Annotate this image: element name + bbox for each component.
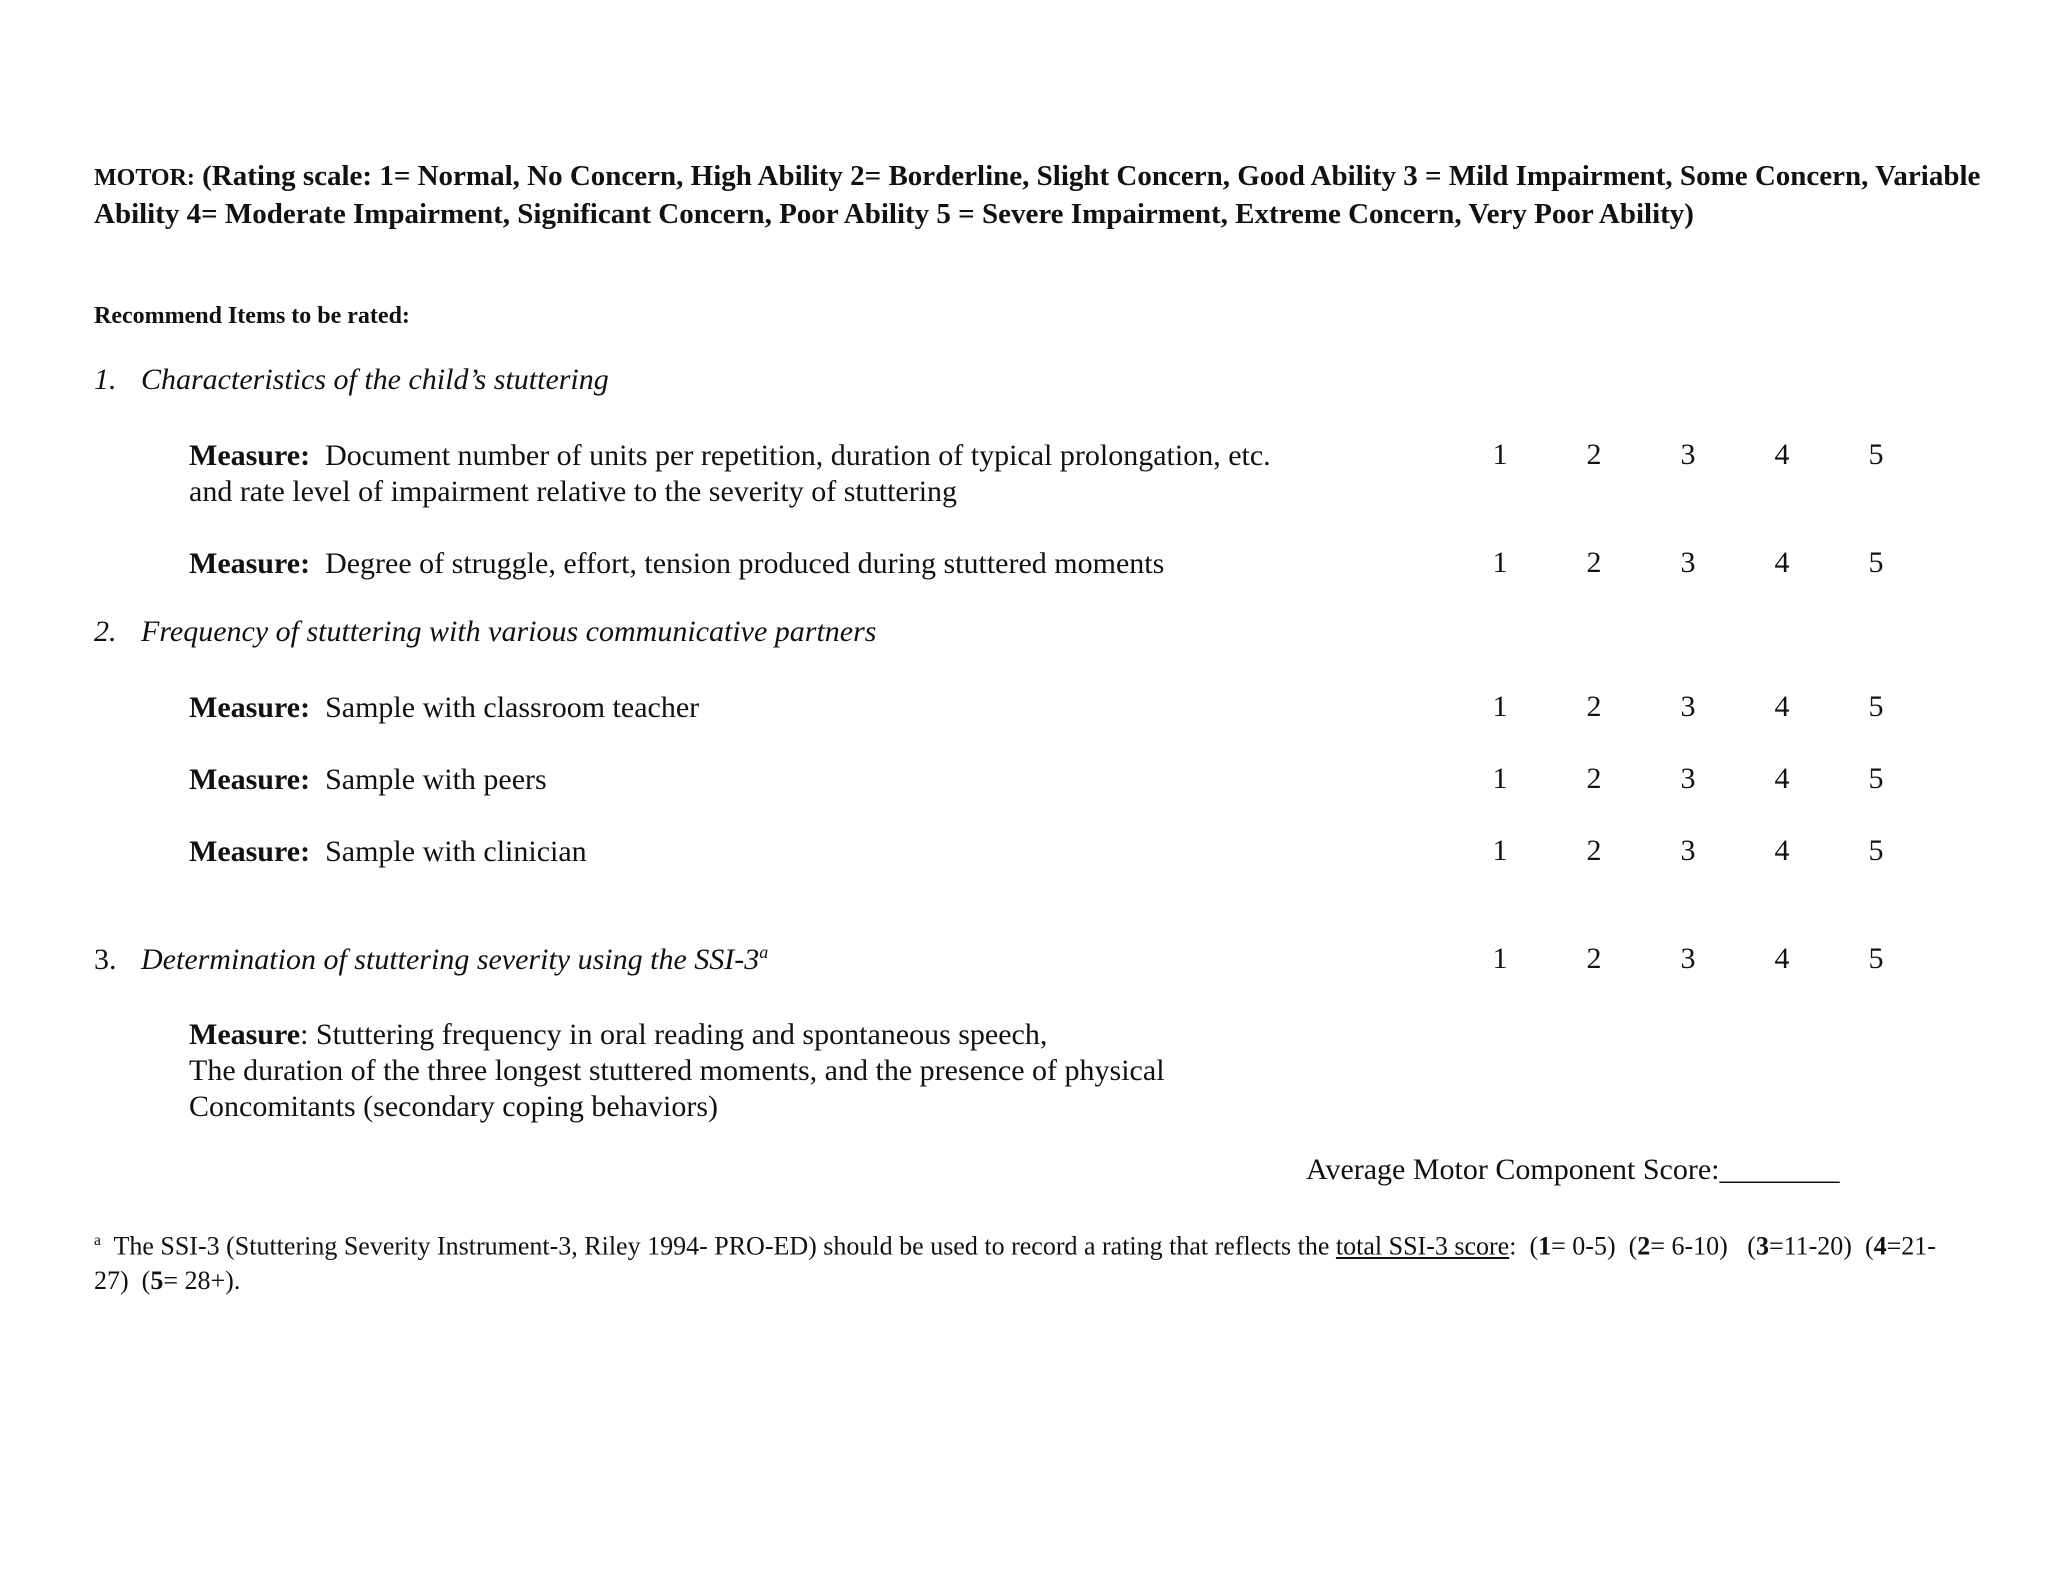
- rating-option[interactable]: 3: [1680, 834, 1696, 867]
- rating-option[interactable]: 2: [1586, 834, 1602, 867]
- footnote: $^a$ The SSI-3 (Stuttering Severity Instrument-3, Riley 1994- PRO-ED) should be used to record a rating that reflects the total SSI-3 score: (1= 0-5) (2= 6-10) (3=11-20) (4=21-27) (5= 28+).: [94, 1231, 1936, 1295]
- measure-label: Measure:: [189, 439, 311, 472]
- measure-label: Measure: [189, 1018, 301, 1051]
- rating-option[interactable]: 5: [1868, 834, 1884, 867]
- section-title-text: Frequency of stuttering with various communicative partners: [141, 615, 877, 648]
- measure-text: Degree of struggle, effort, tension produced during stuttered moments: [325, 547, 1165, 580]
- rating-option[interactable]: 3: [1680, 438, 1696, 471]
- measure-text: : Stuttering frequency in oral reading and spontaneous speech,: [300, 1018, 1048, 1051]
- score-range: = 28+).: [163, 1265, 241, 1295]
- measure-1b: [189, 546, 1164, 582]
- rating-row: [1480, 438, 1950, 478]
- rating-option[interactable]: 5: [1868, 546, 1884, 579]
- rating-option[interactable]: 4: [1774, 438, 1790, 471]
- rating-option[interactable]: 1: [1492, 762, 1508, 795]
- rating-option[interactable]: 4: [1774, 942, 1790, 975]
- score-level: 2: [1637, 1231, 1651, 1261]
- section-number: 3.: [94, 943, 117, 976]
- section-3-title: [94, 942, 768, 977]
- measure-2b: [189, 762, 547, 798]
- rating-row: [1480, 942, 1950, 982]
- rating-option[interactable]: 2: [1586, 942, 1602, 975]
- footnote-text: The SSI-3 (Stuttering Severity Instrument-3, Riley 1994- PRO-ED) should be used to record a rating that reflects the: [113, 1231, 1330, 1261]
- rating-option[interactable]: 5: [1868, 690, 1884, 723]
- section-1-title: [94, 363, 609, 397]
- section-2-title: [94, 615, 876, 649]
- section-title-text: Characteristics of the child’s stuttering: [141, 363, 609, 396]
- measure-label: Measure:: [189, 547, 311, 580]
- recommend-items-heading: Recommend Items to be rated:: [94, 303, 410, 329]
- measure-text: Sample with peers: [325, 763, 547, 796]
- rating-option[interactable]: 1: [1492, 546, 1508, 579]
- section-title-text: Determination of stuttering severity using the SSI-3: [141, 943, 760, 976]
- rating-option[interactable]: 4: [1774, 690, 1790, 723]
- rating-row: [1480, 690, 1950, 730]
- average-motor-score-field[interactable]: Average Motor Component Score:________: [1306, 1153, 1840, 1186]
- score-range: =21-27): [94, 1231, 1936, 1295]
- measure-text-cont: and rate level of impairment relative to the severity of stuttering: [189, 475, 958, 508]
- rating-option[interactable]: 2: [1586, 438, 1602, 471]
- measure-3: [189, 1017, 1165, 1125]
- rating-option[interactable]: 4: [1774, 546, 1790, 579]
- rating-option[interactable]: 4: [1774, 834, 1790, 867]
- score-level: 3: [1755, 1231, 1769, 1261]
- footnote-marker: a: [759, 942, 769, 962]
- section-number: 1.: [94, 363, 117, 396]
- rating-option[interactable]: 5: [1868, 942, 1884, 975]
- measure-2a: [189, 690, 699, 726]
- measure-2c: [189, 834, 587, 870]
- score-range: = 0-5): [1551, 1231, 1616, 1261]
- score-range: = 6-10): [1650, 1231, 1728, 1261]
- measure-text: Document number of units per repetition, duration of typical prolongation, etc.: [325, 439, 1271, 472]
- rating-option[interactable]: 3: [1680, 546, 1696, 579]
- rating-option[interactable]: 5: [1868, 762, 1884, 795]
- footnote-underlined-text: total SSI-3 score: [1335, 1231, 1510, 1261]
- rating-row: [1480, 834, 1950, 874]
- measure-label: Measure:: [189, 691, 311, 724]
- score-level: 4: [1873, 1231, 1887, 1261]
- rating-row: [1480, 762, 1950, 802]
- footnote-marker: a: [94, 1232, 101, 1249]
- section-number: 2.: [94, 615, 117, 648]
- measure-1a: [189, 438, 1271, 510]
- rating-option[interactable]: 5: [1868, 438, 1884, 471]
- measure-label: Measure:: [189, 835, 311, 868]
- measure-text-cont: The duration of the three longest stuttered moments, and the presence of physical: [189, 1054, 1165, 1087]
- measure-text: Sample with classroom teacher: [325, 691, 700, 724]
- measure-text: Sample with clinician: [325, 835, 587, 868]
- measure-label: Measure:: [189, 763, 311, 796]
- measure-text-cont: Concomitants (secondary coping behaviors): [189, 1090, 719, 1123]
- rating-row: [1480, 546, 1950, 586]
- rating-option[interactable]: 1: [1492, 942, 1508, 975]
- score-range: =11-20): [1768, 1231, 1852, 1261]
- rating-option[interactable]: 3: [1680, 762, 1696, 795]
- rating-option[interactable]: 3: [1680, 690, 1696, 723]
- motor-label: MOTOR:: [94, 165, 195, 191]
- rating-option[interactable]: 4: [1774, 762, 1790, 795]
- rating-option[interactable]: 2: [1586, 690, 1602, 723]
- score-level: 5: [150, 1265, 164, 1295]
- rating-scale-description: (Rating scale: 1= Normal, No Concern, High Ability 2= Borderline, Slight Concern, Good Ability 3 = Mild Impairment, Some Concern, Variable Ability 4= Moderate Impairment, Significant Concern, Poor Ability 5 = Severe Impairment, Extreme Concern, Very Poor Ability): [94, 160, 1981, 230]
- rating-option[interactable]: 3: [1680, 942, 1696, 975]
- rating-option[interactable]: 2: [1586, 762, 1602, 795]
- rating-option[interactable]: 2: [1586, 546, 1602, 579]
- rating-option[interactable]: 1: [1492, 834, 1508, 867]
- rating-option[interactable]: 1: [1492, 690, 1508, 723]
- rating-option[interactable]: 1: [1492, 438, 1508, 471]
- score-level: 1: [1538, 1231, 1552, 1261]
- motor-rating-scale-header: [94, 158, 1994, 232]
